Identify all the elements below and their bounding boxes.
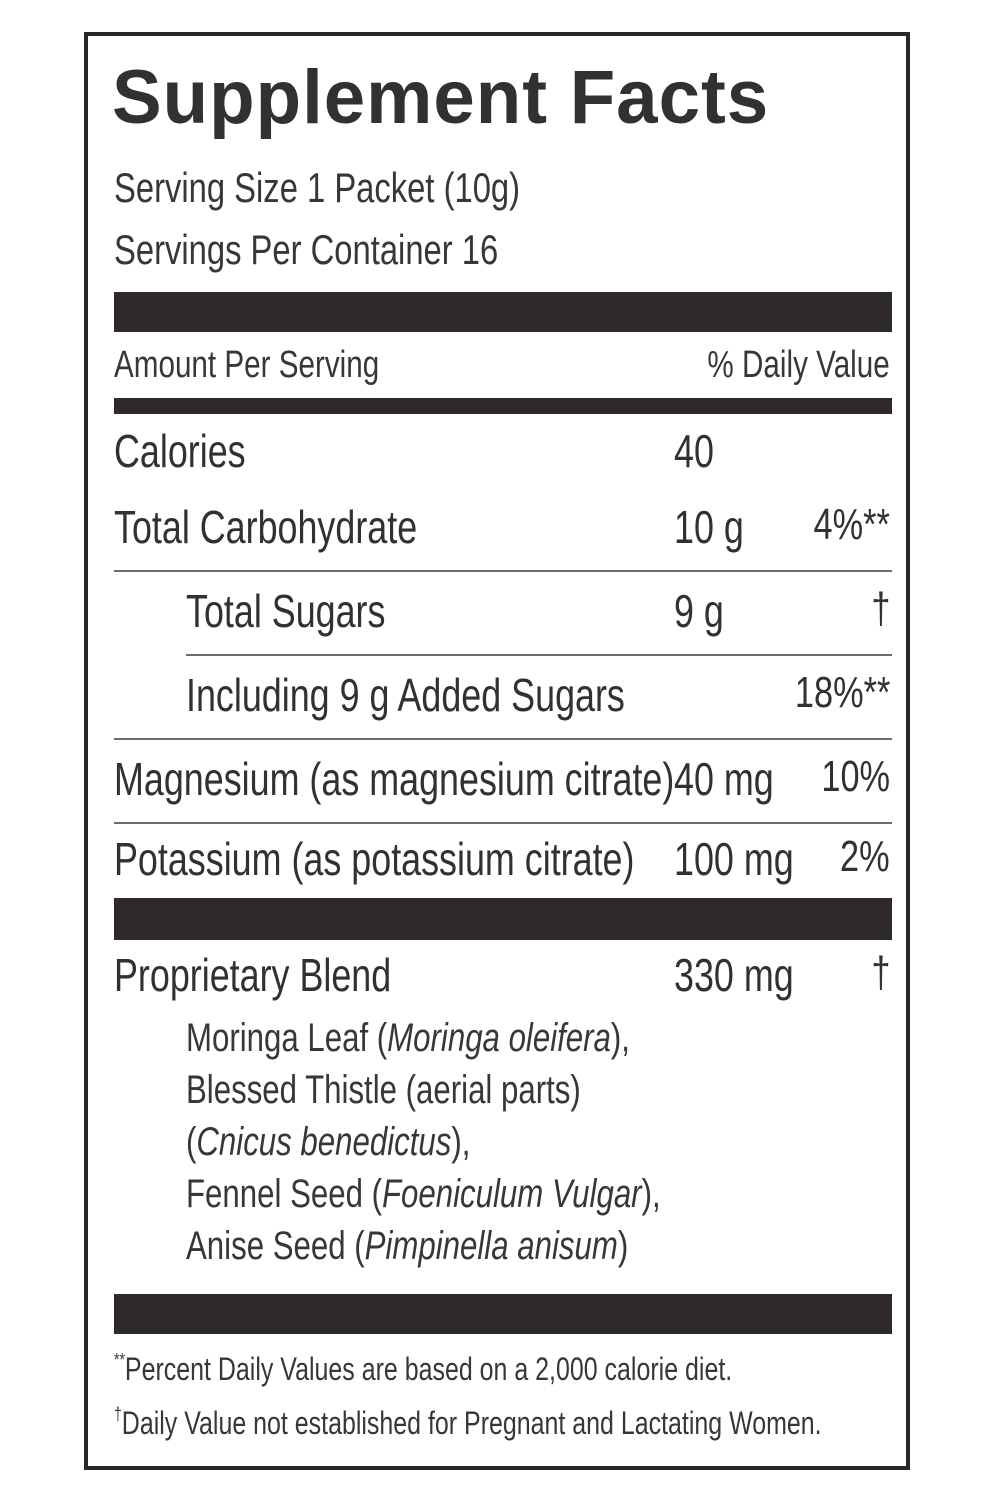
footnote-not-established: †Daily Value not established for Pregnant and Lactating Women.: [114, 1404, 822, 1441]
panel-title: Supplement Facts: [112, 55, 770, 140]
row-label-magnesium: Magnesium (as magnesium citrate): [114, 753, 675, 805]
row-dv-magnesium: 10%: [821, 752, 890, 801]
thick-divider: [114, 1294, 892, 1334]
row-dv-proprietary-blend: †: [870, 948, 890, 997]
row-amount-calories: 40: [674, 425, 714, 477]
row-divider: [186, 654, 892, 656]
blend-ingredient: Moringa Leaf (Moringa oleifera),: [186, 1016, 630, 1060]
footnote-daily-values: **Percent Daily Values are based on a 2,000 calorie diet.: [114, 1350, 733, 1387]
blend-ingredient: (Cnicus benedictus),: [186, 1120, 471, 1164]
row-dv-added-sugars: 18%**: [794, 668, 890, 717]
row-label-added-sugars: Including 9 g Added Sugars: [186, 669, 625, 721]
row-label-total-sugars: Total Sugars: [186, 585, 386, 637]
amount-per-serving-header: Amount Per Serving: [114, 344, 380, 386]
thick-divider: [114, 898, 892, 940]
servings-per-container: Servings Per Container 16: [114, 226, 499, 273]
row-amount-potassium: 100 mg: [674, 833, 794, 885]
serving-size: Serving Size 1 Packet (10g): [114, 164, 521, 211]
row-divider: [114, 570, 892, 572]
blend-ingredient: Fennel Seed (Foeniculum Vulgar),: [186, 1172, 661, 1216]
row-amount-magnesium: 40 mg: [674, 753, 774, 805]
supplement-facts-panel: [84, 32, 910, 1470]
row-amount-total-carbohydrate: 10 g: [674, 501, 744, 553]
row-label-potassium: Potassium (as potassium citrate): [114, 833, 635, 885]
blend-ingredient: Blessed Thistle (aerial parts): [186, 1068, 581, 1112]
medium-divider: [114, 398, 892, 414]
row-divider: [114, 738, 892, 740]
row-amount-proprietary-blend: 330 mg: [674, 949, 794, 1001]
row-divider: [114, 822, 892, 824]
row-amount-total-sugars: 9 g: [674, 585, 724, 637]
row-label-calories: Calories: [114, 425, 246, 477]
row-label-total-carbohydrate: Total Carbohydrate: [114, 501, 418, 553]
row-dv-total-carbohydrate: 4%**: [813, 500, 890, 549]
row-dv-total-sugars: †: [870, 584, 890, 633]
thick-divider: [114, 292, 892, 332]
row-label-proprietary-blend: Proprietary Blend: [114, 949, 392, 1001]
daily-value-header: % Daily Value: [707, 344, 890, 386]
row-dv-potassium: 2%: [840, 832, 890, 881]
blend-ingredient: Anise Seed (Pimpinella anisum): [186, 1224, 629, 1268]
